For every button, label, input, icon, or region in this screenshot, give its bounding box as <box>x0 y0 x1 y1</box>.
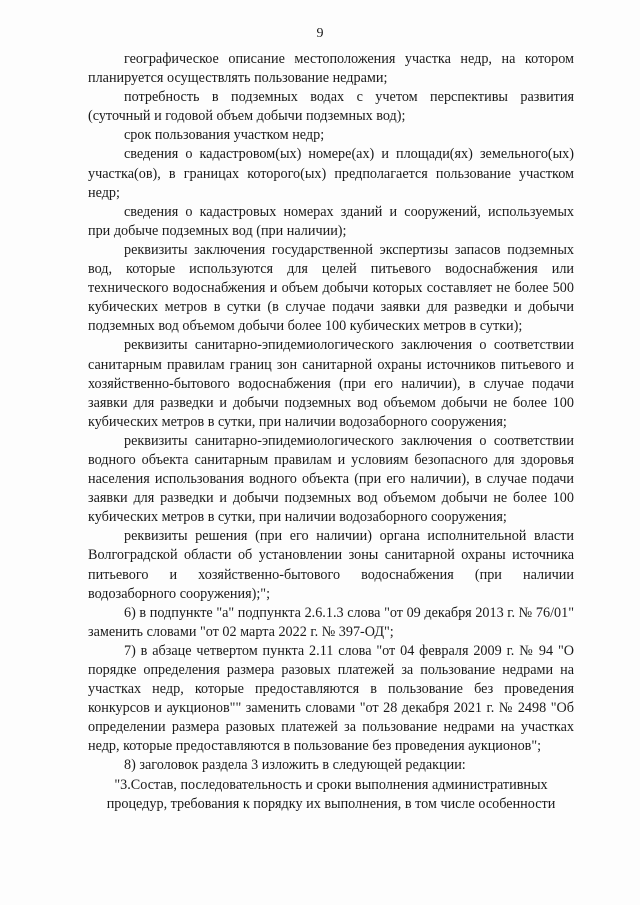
paragraph-usage-term: срок пользования участком недр; <box>124 127 325 144</box>
paragraph-item-7: 7) в абзаце четвертом пункта 2.11 слова "от 04 февраля 2009 г. № 94 "О порядке определения размера разовых платежей за пользование недрами на участках недр, которые предоставляются в пользование без проведения конкурсов и аукционов"" заменить словами "от 28 декабря 2021 г. № 2498 "Об определении размера разовых платежей за пользование недрами на участках недр, которые предоставляются в пользование без проведения аукционов"; <box>88 642 574 755</box>
paragraph-state-expertise: реквизиты заключения государственной экспертизы запасов подземных вод, которые используются для целей питьевого водоснабжения или технического водоснабжения и объем добычи которых составляет не более 500 кубических метров в сутки (в случае подачи заявки для разведки и добычи подземных вод объемом добычи более 100 кубических метров в сутки); <box>88 241 574 335</box>
section-3-heading: "3.Состав, последовательность и сроки выполнения административных процедур, требования к порядку их выполнения, в том числе особенности <box>106 776 556 812</box>
paragraph-geographic-description: географическое описание местоположения участка недр, на котором планируется осуществлять пользование недрами; <box>88 51 574 87</box>
page-number: 9 <box>316 26 324 41</box>
paragraph-cadastral-land: сведения о кадастровом(ых) номере(ах) и площади(ях) земельного(ых) участка(ов), в границах которого(ых) предполагается пользование участком недр; <box>88 146 574 201</box>
paragraph-groundwater-need: потребность в подземных водах с учетом перспективы развития (суточный и годовой объем добычи подземных вод); <box>88 89 574 125</box>
paragraph-executive-decision: реквизиты решения (при его наличии) органа исполнительной власти Волгоградской области об установлении зоны санитарной охраны источника питьевого и хозяйственно-бытового водоснабжения (при наличии водозаборного сооружения);"; <box>88 528 574 602</box>
paragraph-cadastral-buildings: сведения о кадастровых номерах зданий и сооружений, используемых при добыче подземных вод (при наличии); <box>88 203 574 239</box>
paragraph-item-8: 8) заголовок раздела 3 изложить в следующей редакции: <box>124 757 466 774</box>
paragraph-sanitary-water-object: реквизиты санитарно-эпидемиологического заключения о соответствии водного объекта санитарным правилам и условиям безопасного для здоровья населения использования водного объекта (при его наличии), в случае подачи заявки для разведки и добычи подземных вод объемом добычи не более 100 кубических метров в сутки, при наличии водозаборного сооружения; <box>88 432 574 526</box>
paragraph-sanitary-zones: реквизиты санитарно-эпидемиологического заключения о соответствии санитарным правилам границ зон санитарной охраны источников питьевого и хозяйственно-бытового водоснабжения (при его наличии), в случае подачи заявки для разведки и добычи подземных вод объемом добычи не более 100 кубических метров в сутки, при наличии водозаборного сооружения; <box>88 337 574 430</box>
paragraph-item-6: 6) в подпункте "а" подпункта 2.6.1.3 слова "от 09 декабря 2013 г. № 76/01" заменить словами "от 02 марта 2022 г. № 397-ОД"; <box>88 604 574 640</box>
document-body <box>88 50 574 814</box>
